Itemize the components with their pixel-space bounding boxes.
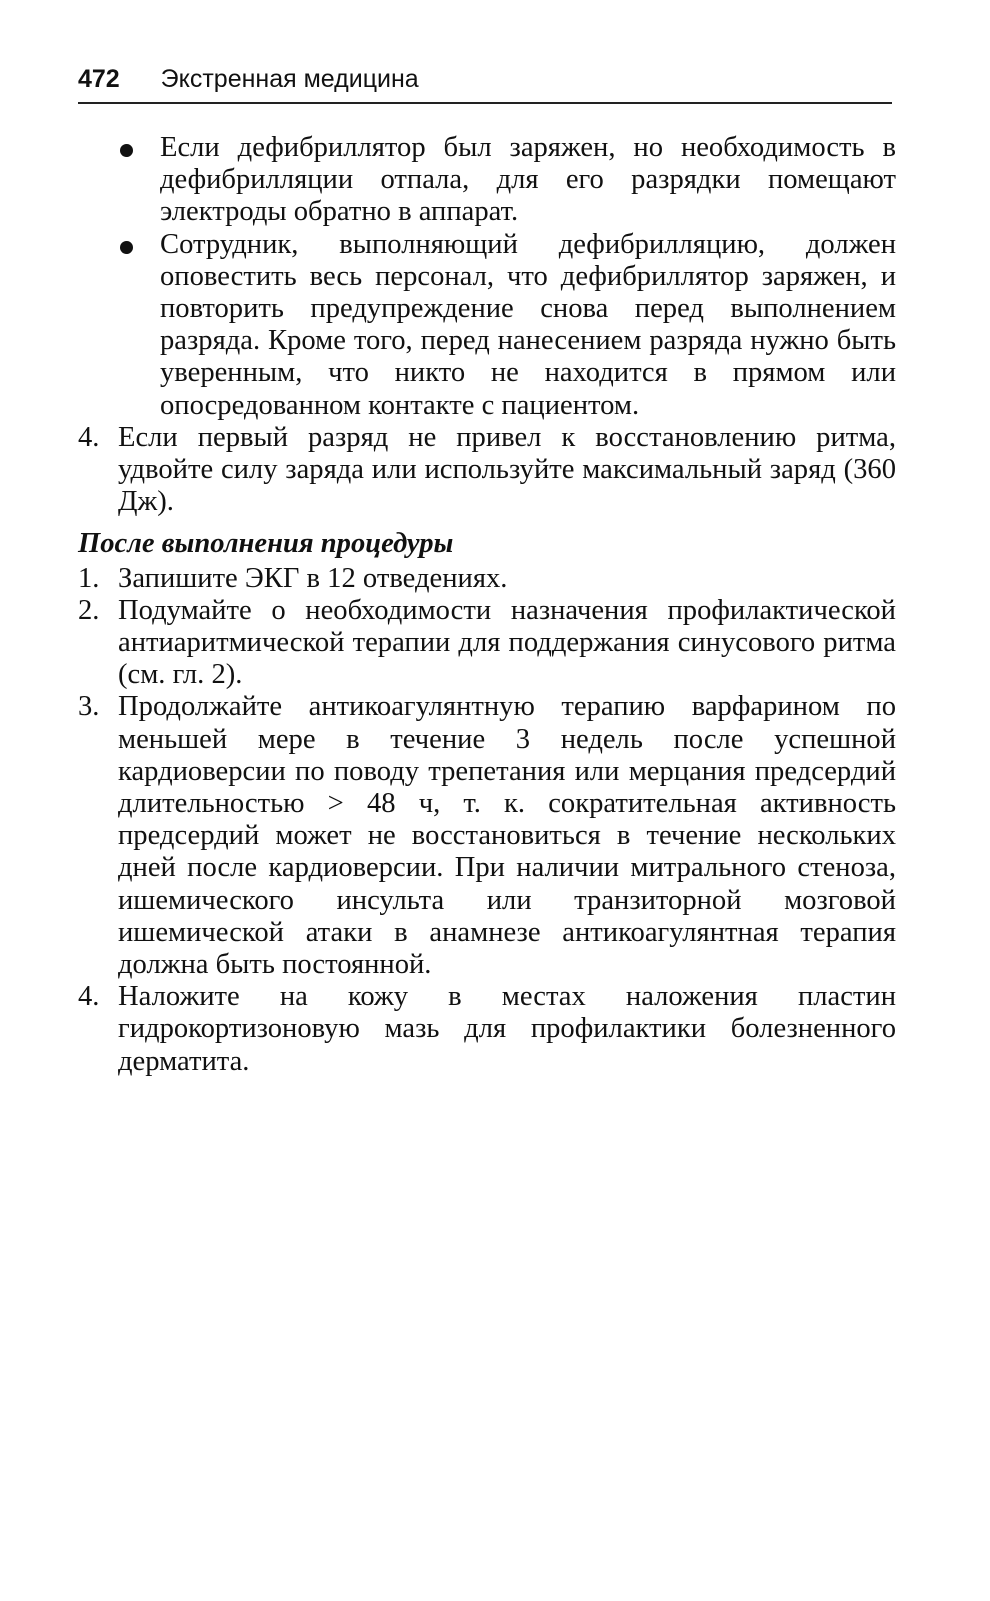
step-text: Если первый разряд не привел к восстановлению ритма, удвойте силу заряда или используйте максимальный заряд (360 Дж). [118,421,896,518]
step-number: 1. [78,562,100,594]
numbered-step [78,981,896,1078]
subheading: После выполнения процедуры [78,528,454,560]
page-number: 472 [78,65,120,93]
step-text: Наложите на кожу в местах наложения пластин гидрокортизоновую мазь для профилактики болезненного дерматита. [118,981,896,1077]
bullet-icon [120,241,133,254]
page-body [78,132,896,1078]
bullet-text: Если дефибриллятор был заряжен, но необходимость в дефибрилляции отпала, для его разрядки помещают электроды обратно в аппарат. [160,132,896,228]
step-number: 4. [78,981,100,1013]
running-head [78,62,892,104]
numbered-step [78,691,896,981]
step-number: 3. [78,691,100,723]
bullet-item [78,229,896,422]
bullet-item [78,132,896,229]
numbered-step [78,422,896,519]
step-number: 2. [78,594,100,626]
step-text: Запишите ЭКГ в 12 отведениях. [118,562,508,594]
step-text: Продолжайте антикоагулянтную терапию варфарином по меньшей мере в течение 3 недель после успешной кардиоверсии по поводу трепетания или мерцания предсердий длительностью > 48 ч, т. к. сократительная активность предсердий может не восстановиться в течение нескольких дней после кардиоверсии. При наличии митрального стеноза, ишемического инсульта или транзиторной мозговой ишемической атаки в анамнезе антикоагулянтная терапия должна быть постоянной. [118,691,896,981]
running-head-title: Экстренная медицина [160,65,419,93]
numbered-step [78,563,896,595]
numbered-step [78,595,896,692]
bullet-text: Сотрудник, выполняющий дефибрилляцию, должен оповестить весь персонал, что дефибриллятор заряжен, и повторить предупреждение снова перед выполнением разряда. Кроме того, перед нанесением разряда нужно быть уверенным, что никто не находится в прямом или опосредованном контакте с пациентом. [160,228,896,421]
step-text: Подумайте о необходимости назначения профилактической антиаритмической терапии для поддержания синусового ритма (см. гл. 2). [118,594,896,691]
step-number: 4. [78,421,100,453]
bullet-icon [120,144,133,157]
